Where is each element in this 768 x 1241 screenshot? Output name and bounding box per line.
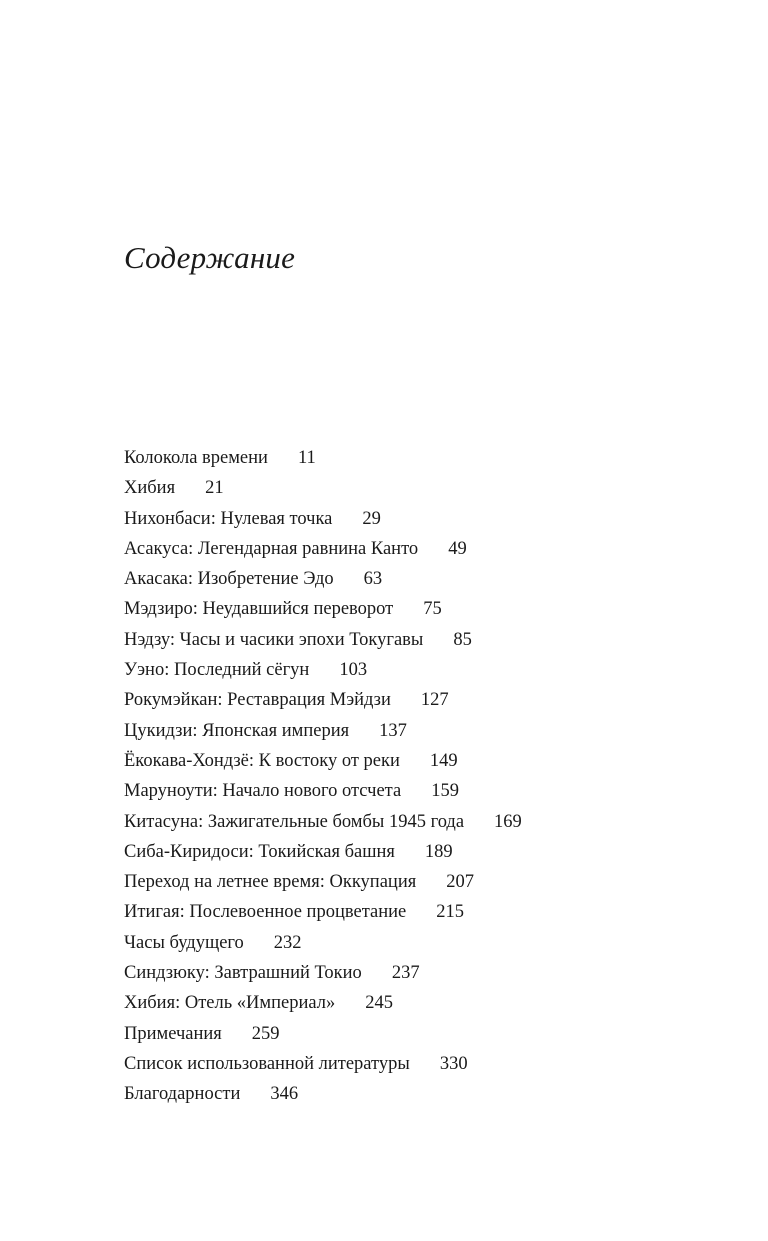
toc-entry-page: 11 — [297, 448, 316, 468]
toc-entry — [124, 685, 724, 715]
toc-entry-title: Благодарности — [124, 1084, 241, 1105]
toc-entry-page: 21 — [205, 478, 224, 499]
toc-entry-title: Маруноути: Начало нового отсчета — [124, 781, 402, 802]
toc-entry — [124, 837, 724, 867]
toc-entry-page: 63 — [363, 569, 383, 590]
toc-entry-title: Примечания — [124, 1023, 222, 1044]
toc-entry-title: Акасака: Изобретение Эдо — [124, 569, 334, 590]
toc-entry-page: 215 — [436, 902, 464, 923]
toc-entry-title: Колокола времени — [124, 448, 268, 468]
toc-entry-title: Ёкокава-Хондзё: К востоку от реки — [124, 750, 400, 771]
toc-entry — [124, 504, 724, 534]
toc-entry — [124, 716, 724, 746]
toc-entry — [124, 564, 724, 594]
toc-entry — [124, 1019, 724, 1049]
toc-entry — [124, 1079, 724, 1109]
toc-entry-title: Рокумэйкан: Реставрация Мэйдзи — [124, 690, 391, 711]
toc-entry — [124, 1049, 724, 1079]
toc-entry-page: 49 — [448, 538, 467, 559]
toc-entry-title: Цукидзи: Японская империя — [124, 720, 350, 741]
toc-entry-page: 346 — [270, 1084, 299, 1105]
toc-entry-title: Нихонбаси: Нулевая точка — [124, 508, 333, 529]
toc-entry-title: Уэно: Последний сёгун — [124, 660, 310, 681]
toc-entry-title: Итигая: Послевоенное процветание — [124, 902, 407, 923]
toc-entry — [124, 534, 724, 564]
toc-entry-title: Хибия: Отель «Империал» — [124, 993, 336, 1014]
toc-entry-title: Нэдзу: Часы и часики эпохи Токугавы — [124, 629, 424, 650]
toc-entry — [124, 625, 724, 655]
toc-entry-title: Часы будущего — [124, 932, 244, 953]
toc-entry-page: 127 — [420, 690, 449, 711]
toc-entry-page: 207 — [446, 872, 474, 893]
toc-entry-title: Хибия — [124, 478, 176, 499]
toc-entry — [124, 928, 724, 958]
toc-entry — [124, 746, 724, 776]
toc-entry — [124, 958, 724, 988]
toc-entry-title: Сиба-Киридоси: Токийская башня — [124, 841, 395, 862]
toc-entry — [124, 776, 724, 806]
toc-entry-page: 237 — [391, 963, 420, 984]
toc-entry — [124, 655, 724, 685]
contents-heading: Содержание — [124, 240, 296, 275]
toc-entry-page: 29 — [362, 508, 381, 529]
toc-entry-page: 137 — [379, 720, 407, 741]
toc-entry-page: 103 — [339, 660, 368, 681]
toc-entry-page: 189 — [424, 841, 453, 862]
toc-entry-page: 169 — [494, 811, 522, 832]
toc-entry — [124, 594, 724, 624]
toc-entry-page: 245 — [365, 993, 393, 1014]
toc-entry — [124, 473, 724, 503]
toc-entry — [124, 807, 724, 837]
toc-entry-page: 232 — [273, 932, 302, 953]
toc-entry-title: Переход на летнее время: Оккупация — [124, 872, 417, 893]
toc-entry-page: 159 — [431, 781, 459, 802]
table-of-contents — [124, 443, 724, 1110]
toc-entry — [124, 443, 724, 473]
toc-entry-page: 85 — [453, 629, 472, 650]
toc-entry-page: 259 — [251, 1023, 280, 1044]
toc-entry — [124, 988, 724, 1018]
toc-entry-title: Китасуна: Зажигательные бомбы 1945 года — [124, 811, 465, 832]
toc-entry-page: 75 — [423, 599, 442, 620]
toc-entry-title: Асакуса: Легендарная равнина Канто — [124, 538, 419, 559]
toc-entry — [124, 897, 724, 927]
toc-entry-title: Синдзюку: Завтрашний Токио — [124, 963, 362, 984]
toc-entry-page: 330 — [439, 1053, 468, 1074]
toc-entry — [124, 867, 724, 897]
toc-entry-title: Мэдзиро: Неудавшийся переворот — [124, 599, 394, 620]
toc-entry-page: 149 — [429, 750, 458, 771]
toc-entry-title: Список использованной литературы — [124, 1053, 410, 1074]
